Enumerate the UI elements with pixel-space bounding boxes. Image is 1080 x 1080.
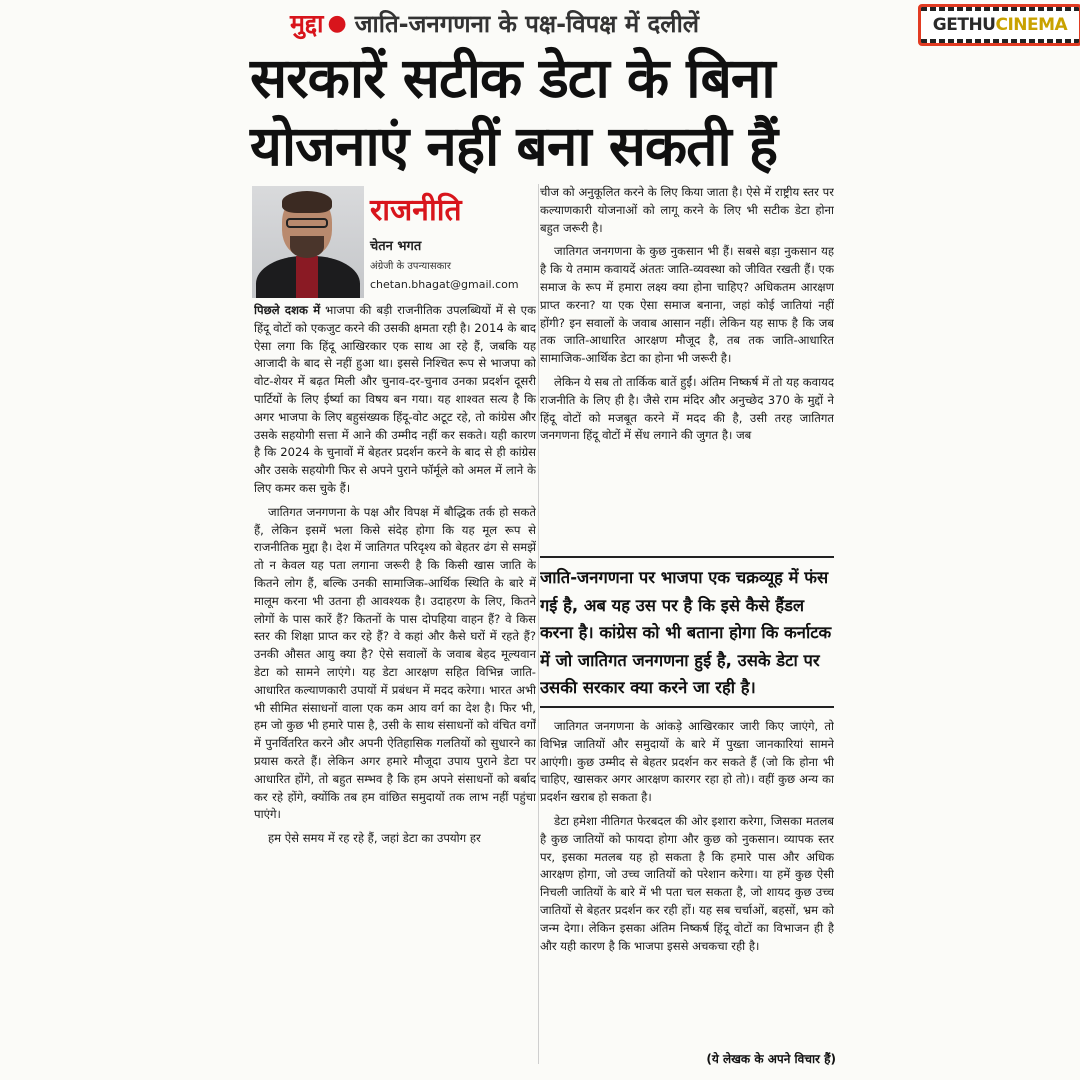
photo-hair [282, 191, 332, 213]
paragraph: जातिगत जनगणना के आंकड़े आखिरकार जारी किए जाएंगे, तो विभिन्न जातियों और समुदायों के बारे में पुख्ता जानकारियां सामने आएंगी। कुछ उम्मीद से बेहतर प्रदर्शन कर सकते हैं (जो कि होना भी चाहिए, खासकर अगर आरक्षण कारगर रहा हो तो)। वहीं कुछ अन्य का प्रदर्शन खराब हो सकता है। [540, 719, 834, 805]
author-disclaimer: (ये लेखक के अपने विचार हैं) [706, 1052, 836, 1066]
column-divider [538, 184, 539, 1064]
paragraph: हम ऐसे समय में रह रहे हैं, जहां डेटा का उपयोग हर [268, 831, 481, 846]
author-email: chetan.bhagat@gmail.com [370, 278, 519, 291]
channel-watermark-logo [918, 4, 1080, 46]
lead-in: पिछले दशक में [254, 303, 321, 317]
kicker-tag: मुद्दा [290, 9, 324, 38]
kicker-text: जाति-जनगणना के पक्ष-विपक्ष में दलीलें [354, 9, 700, 38]
left-column [254, 302, 536, 1064]
paragraph [254, 302, 536, 498]
paragraph: डेटा हमेशा नीतिगत फेरबदल की ओर इशारा करेगा, जिसका मतलब है कुछ जातियों को फायदा होगा और कुछ को नुकसान। व्यापक स्तर पर, इसका मतलब यह हो सकता है कि हमारे पास और अधिक आरक्षण होगा, जो उच्च जातियों को परेशान करेगा। या हमें कुछ ऐसी निचली जातियों के बारे में भी पता चल सकता है, जो शायद कुछ उच्च जातियों से बेहतर प्रदर्शन कर रही हों। यह सब चर्चाओं, बहसों, भ्रम को जन्म देगा। लेकिन इसका अंतिम निष्कर्ष हिंदू वोटों का विभाजन ही है और यही कारण है कि भाजपा इससे अचकचा रही है। [540, 813, 834, 953]
author-block [252, 186, 532, 300]
pull-quote: जाति-जनगणना पर भाजपा एक चक्रव्यूह में फंस गई है, अब यह उस पर है कि इसे कैसे हैंडल करना है। कांग्रेस को भी बताना होगा कि कर्नाटक में जो जातिगत जनगणना हुई है, उसके डेटा पर उसकी सरकार क्या करने जा रही है। [540, 556, 834, 708]
photo-shirt [296, 256, 318, 298]
author-role: अंग्रेजी के उपन्यासकार [370, 261, 451, 272]
paragraph: जातिगत जनगणना के पक्ष और विपक्ष में बौद्धिक तर्क हो सकते हैं, लेकिन इसमें भला किसे संदेह होगा कि यह मूल रूप से राजनीतिक मुद्दा है। देश में जातिगत परिदृश्य को बेहतर ढंग से समझें तो न केवल यह पता लगाना जरूरी है कि किसी खास जाति के कितने लोग हैं, बल्कि उनकी सामाजिक-आर्थिक स्थिति के बारे में मालूम करना भी उतना ही आवश्यक है। उदाहरण के लिए, कितने लोगों के पास कारें हैं? कितनों के पास दोपहिया वाहन हैं? वे किस स्तर की शिक्षा प्राप्त कर रहे हैं? वे कहां और कैसे घरों में रहते हैं? उनकी औसत आयु क्या है? ऐसे सवालों के जवाब बेहद मूल्यवान डेटा को सामने लाएंगे। यह डेटा आरक्षण सहित विभिन्न जाति-आधारित कल्याणकारी उपायों में प्रबंधन में मदद करेगा। भारत अभी भी सीमित संसाधनों वाला एक कम आय वर्ग का देश है। फिर भी, हम जो कुछ भी हमारे पास है, उसी के साथ संसाधनों को वंचित वर्गों में पुनर्वितरित करने और अपनी ऐतिहासिक गलतियों को सुधारने का प्रयास करते हैं। लेकिन अगर हमारे मौजूदा उपाय पुराने डेटा पर आधारित होंगे, तो बहुत सम्भव है कि हम अपने संसाधनों को बर्बाद कर रहे होंगे, क्योंकि तब हम वांछित समुदायों तक लाभ नहीं पहुंचा पाएंगे। [254, 504, 536, 822]
watermark-text-part2: CINEMA [995, 15, 1068, 35]
photo-glasses [286, 218, 328, 228]
right-column-bottom [540, 718, 834, 1068]
kicker-bullet-icon: ● [327, 10, 347, 36]
photo-beard [290, 236, 324, 258]
kicker [290, 6, 699, 40]
headline: सरकारें सटीक डेटा के बिना योजनाएं नहीं बना सकती हैं [250, 46, 778, 178]
paragraph: जातिगत जनगणना के कुछ नुकसान भी हैं। सबसे बड़ा नुकसान यह है कि ये तमाम कवायदें अंततः जाति-व्यवस्था को जीवित रखती हैं। एक समाज के रूप में हमारा लक्ष्य क्या होना चाहिए? अधिकतम आरक्षण प्राप्त करना? या एक ऐसा समाज बनाना, जहां कोई जातियां नहीं होंगी? इन सवालों के जवाब आसान नहीं। लेकिन यह साफ है कि जब तक जाति-आधारित आरक्षण मौजूद है, तब तक जाति-आधारित सामाजिक-आर्थिक डेटा का होना भी जरूरी है। [540, 244, 834, 366]
paragraph: चीज को अनुकूलित करने के लिए किया जाता है। ऐसे में राष्ट्रीय स्तर पर कल्याणकारी योजनाओं को लागू करने के लिए भी सटीक डेटा होना बहुत जरूरी है। [540, 185, 834, 235]
right-column-top [540, 184, 834, 546]
film-strip-bottom [921, 39, 1079, 43]
paragraph-text: भाजपा की बड़ी राजनीतिक उपलब्धियों में से एक हिंदू वोटों को एकजुट करने की उसकी क्षमता रही है। 2014 के बाद ऐसा लगा कि हिंदू आखिरकार एक साथ आ रहे हैं, जबकि यह आजादी के बाद से नहीं हुआ था। इससे निश्चित रूप से भाजपा को वोट-शेयर में बढ़त मिली और चुनाव-दर-चुनाव उनका प्रदर्शन दूसरी पार्टियों के लिए ईर्ष्या का विषय बन गया। यह शाश्वत सत्य है कि अगर भाजपा के लिए बहुसंख्यक हिंदू-वोट अटूट रहे, तो कांग्रेस और उसके सहयोगी सत्ता में आने की उम्मीद नहीं कर सकते। यही कारण है कि 2024 के चुनावों में बेहतर प्रदर्शन करने के बाद से ही कांग्रेस और उसके सहयोगी फिर से अपने पुराने फॉर्मूले को अमल में लाने के लिए कमर कस चुके हैं। [254, 303, 536, 495]
watermark-text-part1: GETHU [932, 15, 996, 35]
section-tag: राजनीति [370, 193, 462, 228]
author-photo [252, 186, 364, 298]
author-name: चेतन भगत [370, 239, 422, 254]
film-strip-top [921, 7, 1079, 11]
paragraph: लेकिन ये सब तो तार्किक बातें हुईं। अंतिम निष्कर्ष में तो यह कवायद राजनीति के लिए ही है। जैसे राम मंदिर और अनुच्छेद 370 के मुद्दों ने हिंदू वोटों को मजबूत करने में मदद की है, उसी तरह जातिगत जनगणना हिंदू वोटों में सेंध लगाने की जुगत है। जब [540, 374, 834, 443]
